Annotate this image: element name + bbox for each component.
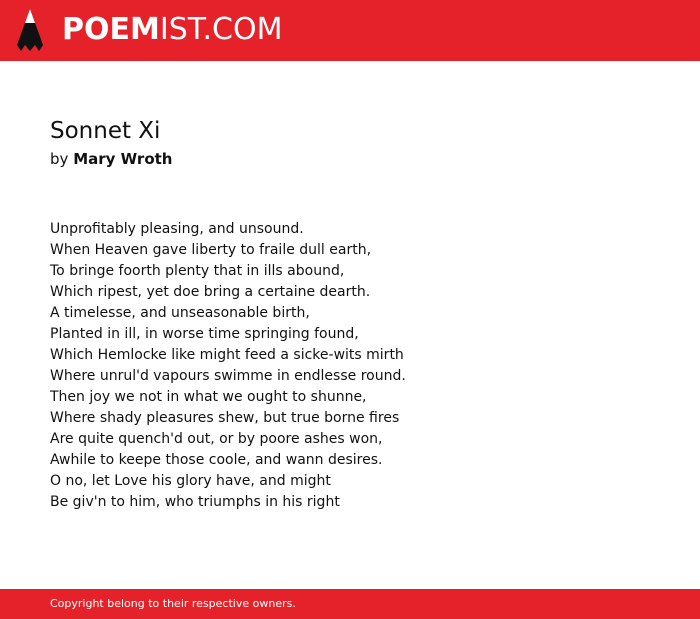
poem-title: Sonnet Xi bbox=[50, 118, 161, 144]
poem-line: Planted in ill, in worse time springing found, bbox=[50, 326, 359, 342]
poem-line: Then joy we not in what we ought to shunne, bbox=[50, 389, 367, 405]
poem-line: Which Hemlocke like might feed a sicke-wits mirth bbox=[50, 347, 404, 363]
brand-bold-text: POEM bbox=[62, 12, 160, 47]
poem-line: Be giv'n to him, who triumphs in his right bbox=[50, 494, 340, 510]
brand-light-text: IST.COM bbox=[159, 12, 283, 47]
copyright-text: Copyright belong to their respective owners. bbox=[50, 597, 296, 610]
poem-line: Where shady pleasures shew, but true borne fires bbox=[50, 410, 400, 426]
poem-line: Which ripest, yet doe bring a certaine dearth. bbox=[50, 284, 371, 300]
site-footer bbox=[0, 589, 700, 619]
poem-line: A timelesse, and unseasonable birth, bbox=[50, 305, 310, 321]
poem-line: O no, let Love his glory have, and might bbox=[50, 473, 331, 489]
poem-line: To bringe foorth plenty that in ills abound, bbox=[50, 263, 345, 279]
poem-line: When Heaven gave liberty to fraile dull earth, bbox=[50, 242, 372, 258]
poem-author: Mary Wroth bbox=[73, 150, 173, 168]
poem-byline bbox=[50, 148, 172, 170]
poem-line: Where unrul'd vapours swimme in endlesse round. bbox=[50, 368, 406, 384]
by-label: by bbox=[50, 150, 69, 168]
site-header bbox=[0, 0, 700, 61]
pencil-tip-icon[interactable] bbox=[17, 9, 43, 51]
site-logo-text[interactable] bbox=[62, 12, 282, 48]
poem-line: Awhile to keepe those coole, and wann desires. bbox=[50, 452, 383, 468]
poem-body bbox=[50, 219, 406, 513]
poem-line: Unprofitably pleasing, and unsound. bbox=[50, 221, 304, 237]
poem-line: Are quite quench'd out, or by poore ashes won, bbox=[50, 431, 383, 447]
